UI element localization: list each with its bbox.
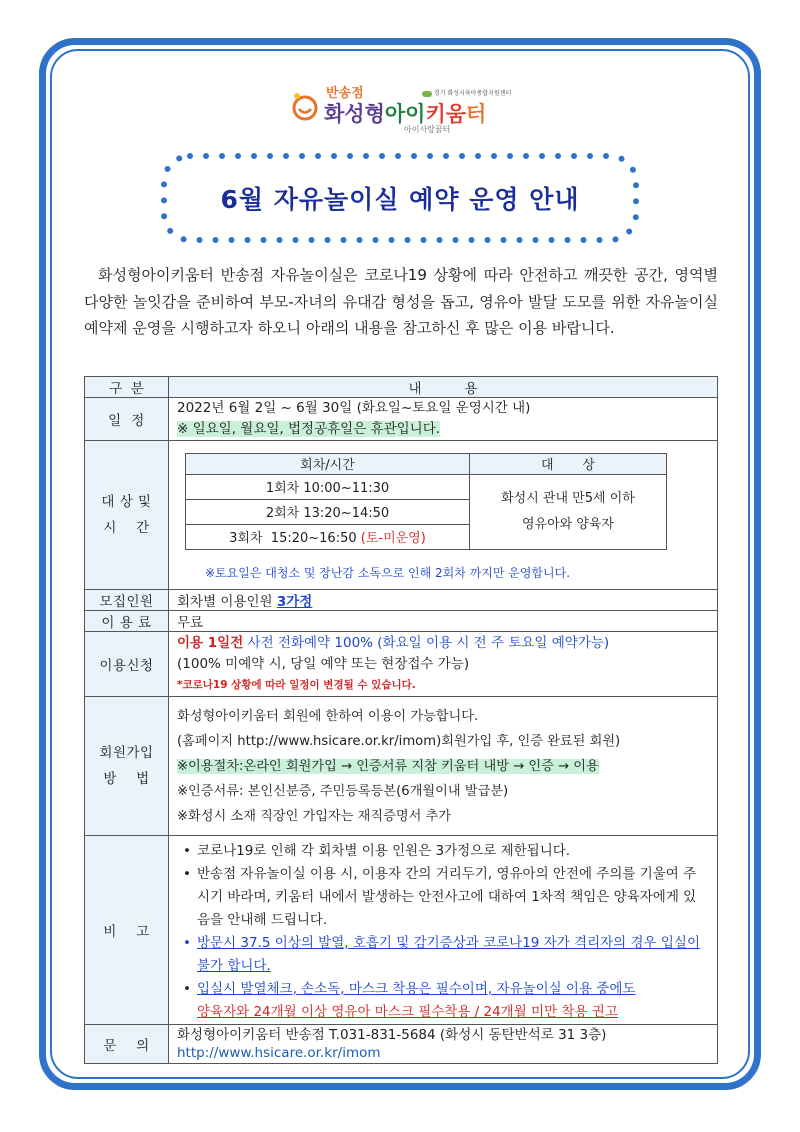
notes-content xyxy=(169,836,718,1025)
session-table xyxy=(185,453,667,550)
session-header-time: 회차/시간 xyxy=(186,453,470,474)
label-target: 대 상 및 시 간 xyxy=(85,441,169,590)
header-category: 구 분 xyxy=(85,377,169,398)
intro-paragraph: 화성형아이키움터 반송점 자유놀이실은 코로나19 상황에 따라 안전하고 깨끗한 공간, 영역별 다양한 놀잇감을 준비하여 부모-자녀의 유대감 형성을 돕고, 영유아 발달 도모를 위한 자유놀이실 예약제 운영을 시행하고자 하오니 아래의 내용을 참고하신 후 많은 이용 바랍니다. xyxy=(84,266,718,337)
label-contact: 문 의 xyxy=(85,1025,169,1064)
table-row-recruit xyxy=(85,590,718,611)
list-item: • 입실시 발열체크, 손소독, 마스크 착용은 필수이며, 자유놀이실 이용 중에도 양육자와 24개월 이상 영유아 마스크 필수착용 / 24개월 미만 착용 권고 xyxy=(197,978,707,1024)
table-row-apply xyxy=(85,632,718,697)
label-notes: 비 고 xyxy=(85,836,169,1025)
contact-content: 화성형아이키움터 반송점 T.031-831-5684 (화성시 동탄반석로 31 3층) http://www.hsicare.or.kr/imom xyxy=(169,1025,718,1064)
logo-branch: 반송점 xyxy=(326,86,364,101)
list-item: • 방문시 37.5 이상의 발열, 호흡기 및 감기증상과 코로나19 자가 격리자의 경우 입실이 불가 합니다. xyxy=(197,932,707,978)
recruit-content: 회차별 이용인원 3가정 xyxy=(169,590,718,611)
fee-content: 무료 xyxy=(169,611,718,632)
table-row-member xyxy=(85,697,718,836)
info-table xyxy=(84,376,718,1064)
homepage-link[interactable]: http://www.hsicare.or.kr/imom xyxy=(177,1045,381,1061)
list-item: • 코로나19로 인해 각 회차별 이용 인원은 3가정으로 제한됩니다. xyxy=(197,840,707,863)
session-row: 1회차 10:00~11:30 xyxy=(186,474,470,499)
saturday-note: ※토요일은 대청소 및 장난감 소독으로 인해 2회차 까지만 운영합니다. xyxy=(205,565,571,580)
label-recruit: 모집인원 xyxy=(85,590,169,611)
session-header-target: 대 상 xyxy=(469,453,666,474)
label-member: 회원가입 방 법 xyxy=(85,697,169,836)
page-title: 6월 자유놀이실 예약 운영 안내 xyxy=(220,185,580,214)
list-item: • 반송점 자유놀이실 이용 시, 이용자 간의 거리두기, 영유아의 안전에 주의를 기울여 주시기 바라며, 키움터 내에서 발생하는 안전사고에 대하여 1차적 책임은 양육자에게 있음을 안내해 드립니다. xyxy=(197,863,707,932)
schedule-content: 2022년 6월 2일 ~ 6월 30일 (화요일~토요일 운영시간 내) ※ 일요일, 월요일, 법정공휴일은 휴관입니다. xyxy=(169,398,718,441)
table-row-schedule xyxy=(85,398,718,441)
logo-subtitle: 아이사랑꿈터 xyxy=(404,125,451,134)
member-content: 화성형아이키움터 회원에 한하여 이용이 가능합니다. (홈페이지 http://www.hsicare.or.kr/imom)회원가입 후, 인증 완료된 회원) ※이용절차:온라인 회원가입 → 인증서류 지참 키움터 내방 → 인증 → 이용 ※인증서류: 본인신분증, 주민등록등본(6개월이내 발급분) ※화성시 소재 직장인 가입자는 재직증명서 추가 xyxy=(169,697,718,836)
table-row-notes xyxy=(85,836,718,1025)
session-row: 3회차 15:20~16:50 (토-미운영) xyxy=(186,524,470,549)
session-row: 2회차 13:20~14:50 xyxy=(186,499,470,524)
label-schedule: 일 정 xyxy=(85,398,169,441)
target-description: 화성시 관내 만5세 이하 영유아와 양육자 xyxy=(469,474,666,549)
apply-content: 이용 1일전 사전 전화예약 100% (화요일 이용 시 전 주 토요일 예약가능) (100% 미예약 시, 당일 예약 또는 현장접수 가능) *코로나19 상황에 따라 일정이 변경될 수 있습니다. xyxy=(169,632,718,697)
table-row-target xyxy=(85,441,718,590)
label-apply: 이용신청 xyxy=(85,632,169,697)
table-row-contact xyxy=(85,1025,718,1064)
table-row-fee xyxy=(85,611,718,632)
target-content xyxy=(169,441,718,590)
org-mark-icon xyxy=(422,91,432,97)
header-content: 내 용 xyxy=(169,377,718,398)
logo xyxy=(290,82,520,138)
sun-face-icon xyxy=(290,92,320,122)
logo-name: 화성형아이키움터 xyxy=(324,102,487,126)
title-box xyxy=(160,152,640,244)
label-fee: 이 용 료 xyxy=(85,611,169,632)
table-header-row xyxy=(85,377,718,398)
logo-org: 경기 화성시육아종합지원센터 xyxy=(422,88,511,97)
notes-list xyxy=(179,840,707,1024)
